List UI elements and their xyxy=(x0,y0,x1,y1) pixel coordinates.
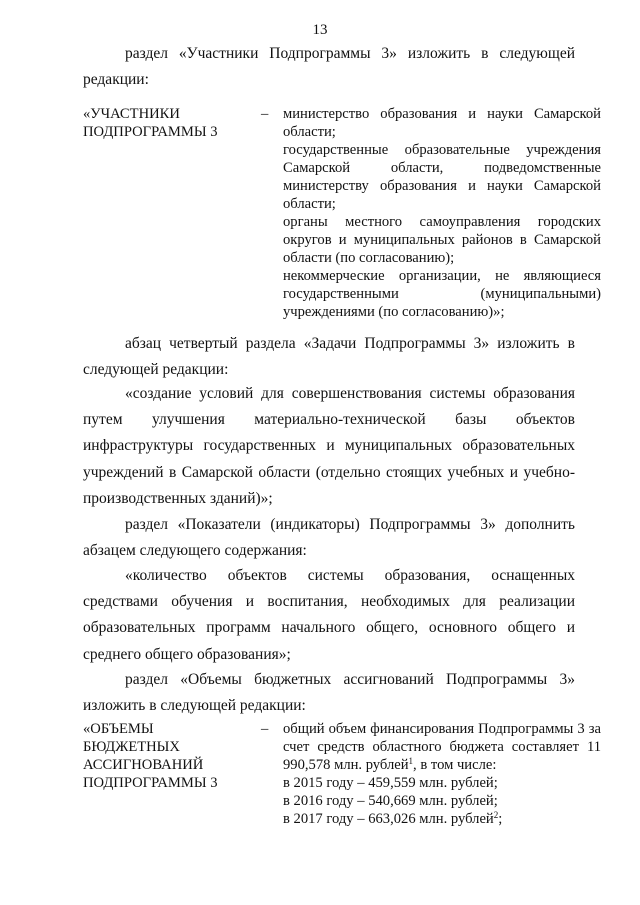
budget-year-2015: в 2015 году – 459,559 млн. рублей; xyxy=(283,775,498,791)
participant-item: министерство образования и науки Самарской области; xyxy=(283,106,601,140)
participant-item: органы местного самоуправления городских округов и муниципальных районов в Самарской области (по согласованию); xyxy=(283,214,601,266)
participants-dash: – xyxy=(261,106,269,122)
participant-item: государственные образовательные учреждения Самарской области, подведомственные министерству образования и науки Самарской области; xyxy=(283,142,601,212)
paragraph-budget-intro xyxy=(83,667,575,719)
budget-year-2016: в 2016 году – 540,669 млн. рублей; xyxy=(283,793,498,809)
participants-label: «УЧАСТНИКИ ПОДПРОГРАММЫ 3 xyxy=(83,106,218,140)
paragraph-text: «количество объектов системы образования, оснащенных средствами обучения и воспитания, необходимых для реализации образовательных программ начального общего, основного общего и среднего общего образования»; xyxy=(83,567,575,663)
paragraph-text: раздел «Участники Подпрограммы 3» изложить в следующей редакции: xyxy=(83,45,575,89)
participant-item: некоммерческие организации, не являющиеся государственными (муниципальными) учреждениями (по согласованию)»; xyxy=(283,268,601,320)
footnote-marker: 1 xyxy=(408,756,414,766)
budget-dash: – xyxy=(261,721,269,737)
page-number: 13 xyxy=(312,22,328,38)
paragraph-tasks-intro xyxy=(83,331,575,383)
paragraph-participants-intro xyxy=(83,41,575,93)
paragraph-text: раздел «Показатели (индикаторы) Подпрограммы 3» дополнить абзацем следующего содержания: xyxy=(83,516,575,560)
paragraph-text: абзац четвертый раздела «Задачи Подпрограммы 3» изложить в следующей редакции: xyxy=(83,335,575,379)
paragraph-indicators-text xyxy=(83,563,575,668)
budget-year-2017: в 2017 году – 663,026 млн. рублей$^2$; xyxy=(283,810,503,827)
footnote-marker: 2 xyxy=(493,810,499,820)
budget-total: общий объем финансирования Подпрограммы 3 за счет средств областного бюджета составляет 11 990,578 млн. рублей$^1$, в том числе: xyxy=(283,721,601,773)
paragraph-tasks-text xyxy=(83,381,575,512)
budget-text xyxy=(283,720,601,828)
participants-list xyxy=(283,105,601,321)
paragraph-text: «создание условий для совершенствования системы образования путем улучшения материально-технической базы объектов инфраструктуры государственных и муниципальных образовательных учреждений в Самарской области (отдельно стоящих учебных и учебно-производственных зданий)»; xyxy=(83,385,575,507)
paragraph-text: раздел «Объемы бюджетных ассигнований Подпрограммы 3» изложить в следующей редакции: xyxy=(83,671,575,715)
paragraph-indicators-intro xyxy=(83,512,575,564)
budget-label: «ОБЪЕМЫ БЮДЖЕТНЫХ АССИГНОВАНИЙ ПОДПРОГРАММЫ 3 xyxy=(83,721,218,791)
